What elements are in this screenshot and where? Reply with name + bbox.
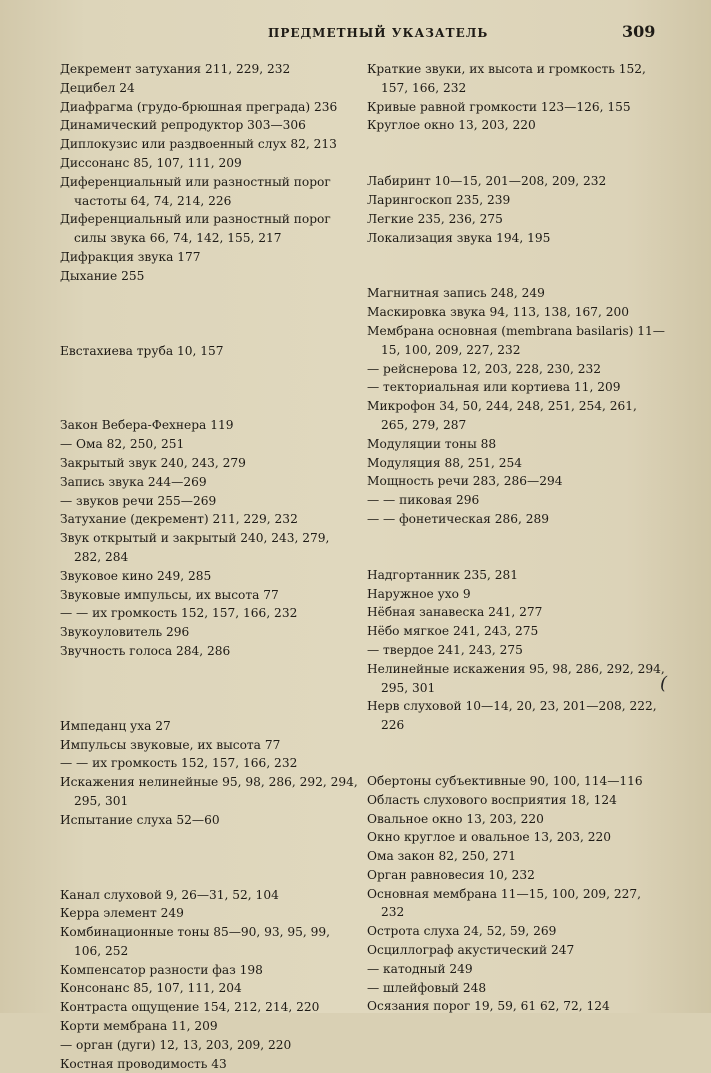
- index-entry: — текториальная или кортиева 11, 209: [367, 378, 667, 397]
- index-entry: Канал слуховой 9, 26—31, 52, 104: [60, 886, 360, 905]
- index-entry: Надгортанник 235, 281: [367, 566, 667, 585]
- index-entry: Дифракция звука 177: [60, 248, 360, 267]
- index-entry: Модуляции тоны 88: [367, 435, 667, 454]
- index-entry: Осциллограф акустический 247: [367, 941, 667, 960]
- index-entry: Динамический репродуктор 303—306: [60, 116, 360, 135]
- group-gap: [367, 135, 667, 172]
- index-entry: Импеданц уха 27: [60, 717, 360, 736]
- index-entry: Диплокузис или раздвоенный слух 82, 213: [60, 135, 360, 154]
- index-entry: Костная проводимость 43: [60, 1055, 360, 1073]
- index-entry: Звукоуловитель 296: [60, 623, 360, 642]
- index-entry: Краткие звуки, их высота и громкость 152, 157, 166, 232: [367, 60, 667, 98]
- index-entry: Локализация звука 194, 195: [367, 229, 667, 248]
- index-entry: — — фонетическая 286, 289: [367, 510, 667, 529]
- index-group: [367, 172, 667, 247]
- index-entry: Наружное ухо 9: [367, 585, 667, 604]
- index-group: [367, 60, 667, 135]
- index-entry: Запись звука 244—269: [60, 473, 360, 492]
- index-entry: Нёбная занавеска 241, 277: [367, 603, 667, 622]
- index-entry: Нерв слуховой 10—14, 20, 23, 201—208, 222, 226: [367, 697, 667, 735]
- index-entry: — орган (дуги) 12, 13, 203, 209, 220: [60, 1036, 360, 1055]
- index-entry: Модуляция 88, 251, 254: [367, 454, 667, 473]
- index-entry: Основная мембрана 11—15, 100, 209, 227, 232: [367, 885, 667, 923]
- index-entry: Ома закон 82, 250, 271: [367, 847, 667, 866]
- left-column: [60, 60, 360, 1073]
- index-entry: Закрытый звук 240, 243, 279: [60, 454, 360, 473]
- index-entry: — звуков речи 255—269: [60, 492, 360, 511]
- index-entry: Кривые равной громкости 123—126, 155: [367, 98, 667, 117]
- index-entry: Орган равновесия 10, 232: [367, 866, 667, 885]
- index-entry: Звучность голоса 284, 286: [60, 642, 360, 661]
- index-entry: — Ома 82, 250, 251: [60, 435, 360, 454]
- index-entry: Комбинационные тоны 85—90, 93, 95, 99, 106, 252: [60, 923, 360, 961]
- group-gap: [367, 529, 667, 566]
- index-entry: Импульсы звуковые, их высота 77: [60, 736, 360, 755]
- index-entry: Евстахиева труба 10, 157: [60, 342, 360, 361]
- index-entry: — — их громкость 152, 157, 166, 232: [60, 754, 360, 773]
- index-group: [60, 886, 360, 1073]
- index-entry: — твердое 241, 243, 275: [367, 641, 667, 660]
- index-entry: Ларингоскоп 235, 239: [367, 191, 667, 210]
- group-gap: [60, 661, 360, 717]
- index-entry: Диференциальный или разностный порог силы звука 66, 74, 142, 155, 217: [60, 210, 360, 248]
- index-entry: Обертоны субъективные 90, 100, 114—116: [367, 772, 667, 791]
- index-entry: Консонанс 85, 107, 111, 204: [60, 979, 360, 998]
- group-gap: [60, 360, 360, 416]
- index-entry: Диафрагма (грудо-брюшная преграда) 236: [60, 98, 360, 117]
- index-entry: Звук открытый и закрытый 240, 243, 279, 282, 284: [60, 529, 360, 567]
- index-entry: Окно круглое и овальное 13, 203, 220: [367, 828, 667, 847]
- right-column: [367, 60, 667, 1016]
- margin-mark: (: [660, 673, 667, 694]
- index-entry: Децибел 24: [60, 79, 360, 98]
- index-entry: Затухание (декремент) 211, 229, 232: [60, 510, 360, 529]
- running-title: ПРЕДМЕТНЫЙ УКАЗАТЕЛЬ: [268, 26, 488, 40]
- group-gap: [60, 286, 360, 342]
- index-entry: Маскировка звука 94, 113, 138, 167, 200: [367, 303, 667, 322]
- index-entry: — шлейфовый 248: [367, 979, 667, 998]
- page-header: [0, 22, 711, 46]
- index-group: [60, 342, 360, 361]
- index-group: [367, 772, 667, 1016]
- index-entry: Дыхание 255: [60, 267, 360, 286]
- index-entry: Звуковое кино 249, 285: [60, 567, 360, 586]
- index-entry: Диференциальный или разностный порог частоты 64, 74, 214, 226: [60, 173, 360, 211]
- index-entry: Осязания порог 19, 59, 61 62, 72, 124: [367, 997, 667, 1016]
- index-entry: Область слухового восприятия 18, 124: [367, 791, 667, 810]
- index-entry: Закон Вебера-Фехнера 119: [60, 416, 360, 435]
- index-entry: Компенсатор разности фаз 198: [60, 961, 360, 980]
- index-group: [60, 717, 360, 830]
- index-entry: Контраста ощущение 154, 212, 214, 220: [60, 998, 360, 1017]
- index-entry: Испытание слуха 52—60: [60, 811, 360, 830]
- index-entry: Нелинейные искажения 95, 98, 286, 292, 294, 295, 301: [367, 660, 667, 698]
- index-entry: Овальное окно 13, 203, 220: [367, 810, 667, 829]
- index-entry: — — пиковая 296: [367, 491, 667, 510]
- index-entry: — — их громкость 152, 157, 166, 232: [60, 604, 360, 623]
- index-entry: Керра элемент 249: [60, 904, 360, 923]
- page-number: 309: [622, 22, 655, 41]
- index-entry: Искажения нелинейные 95, 98, 286, 292, 294, 295, 301: [60, 773, 360, 811]
- group-gap: [367, 735, 667, 772]
- index-entry: Корти мембрана 11, 209: [60, 1017, 360, 1036]
- index-entry: Круглое окно 13, 203, 220: [367, 116, 667, 135]
- index-entry: Магнитная запись 248, 249: [367, 284, 667, 303]
- index-entry: Декремент затухания 211, 229, 232: [60, 60, 360, 79]
- index-entry: Мембрана основная (membrana basilaris) 11—15, 100, 209, 227, 232: [367, 322, 667, 360]
- index-entry: — рейснерова 12, 203, 228, 230, 232: [367, 360, 667, 379]
- index-entry: Диссонанс 85, 107, 111, 209: [60, 154, 360, 173]
- index-group: [367, 284, 667, 528]
- index-entry: Легкие 235, 236, 275: [367, 210, 667, 229]
- index-group: [60, 60, 360, 286]
- index-entry: Острота слуха 24, 52, 59, 269: [367, 922, 667, 941]
- index-group: [60, 416, 360, 660]
- group-gap: [367, 247, 667, 284]
- index-entry: Мощность речи 283, 286—294: [367, 472, 667, 491]
- index-entry: Микрофон 34, 50, 244, 248, 251, 254, 261, 265, 279, 287: [367, 397, 667, 435]
- index-entry: Лабиринт 10—15, 201—208, 209, 232: [367, 172, 667, 191]
- index-entry: — катодный 249: [367, 960, 667, 979]
- index-entry: Нёбо мягкое 241, 243, 275: [367, 622, 667, 641]
- group-gap: [60, 830, 360, 886]
- index-entry: Звуковые импульсы, их высота 77: [60, 586, 360, 605]
- index-group: [367, 566, 667, 735]
